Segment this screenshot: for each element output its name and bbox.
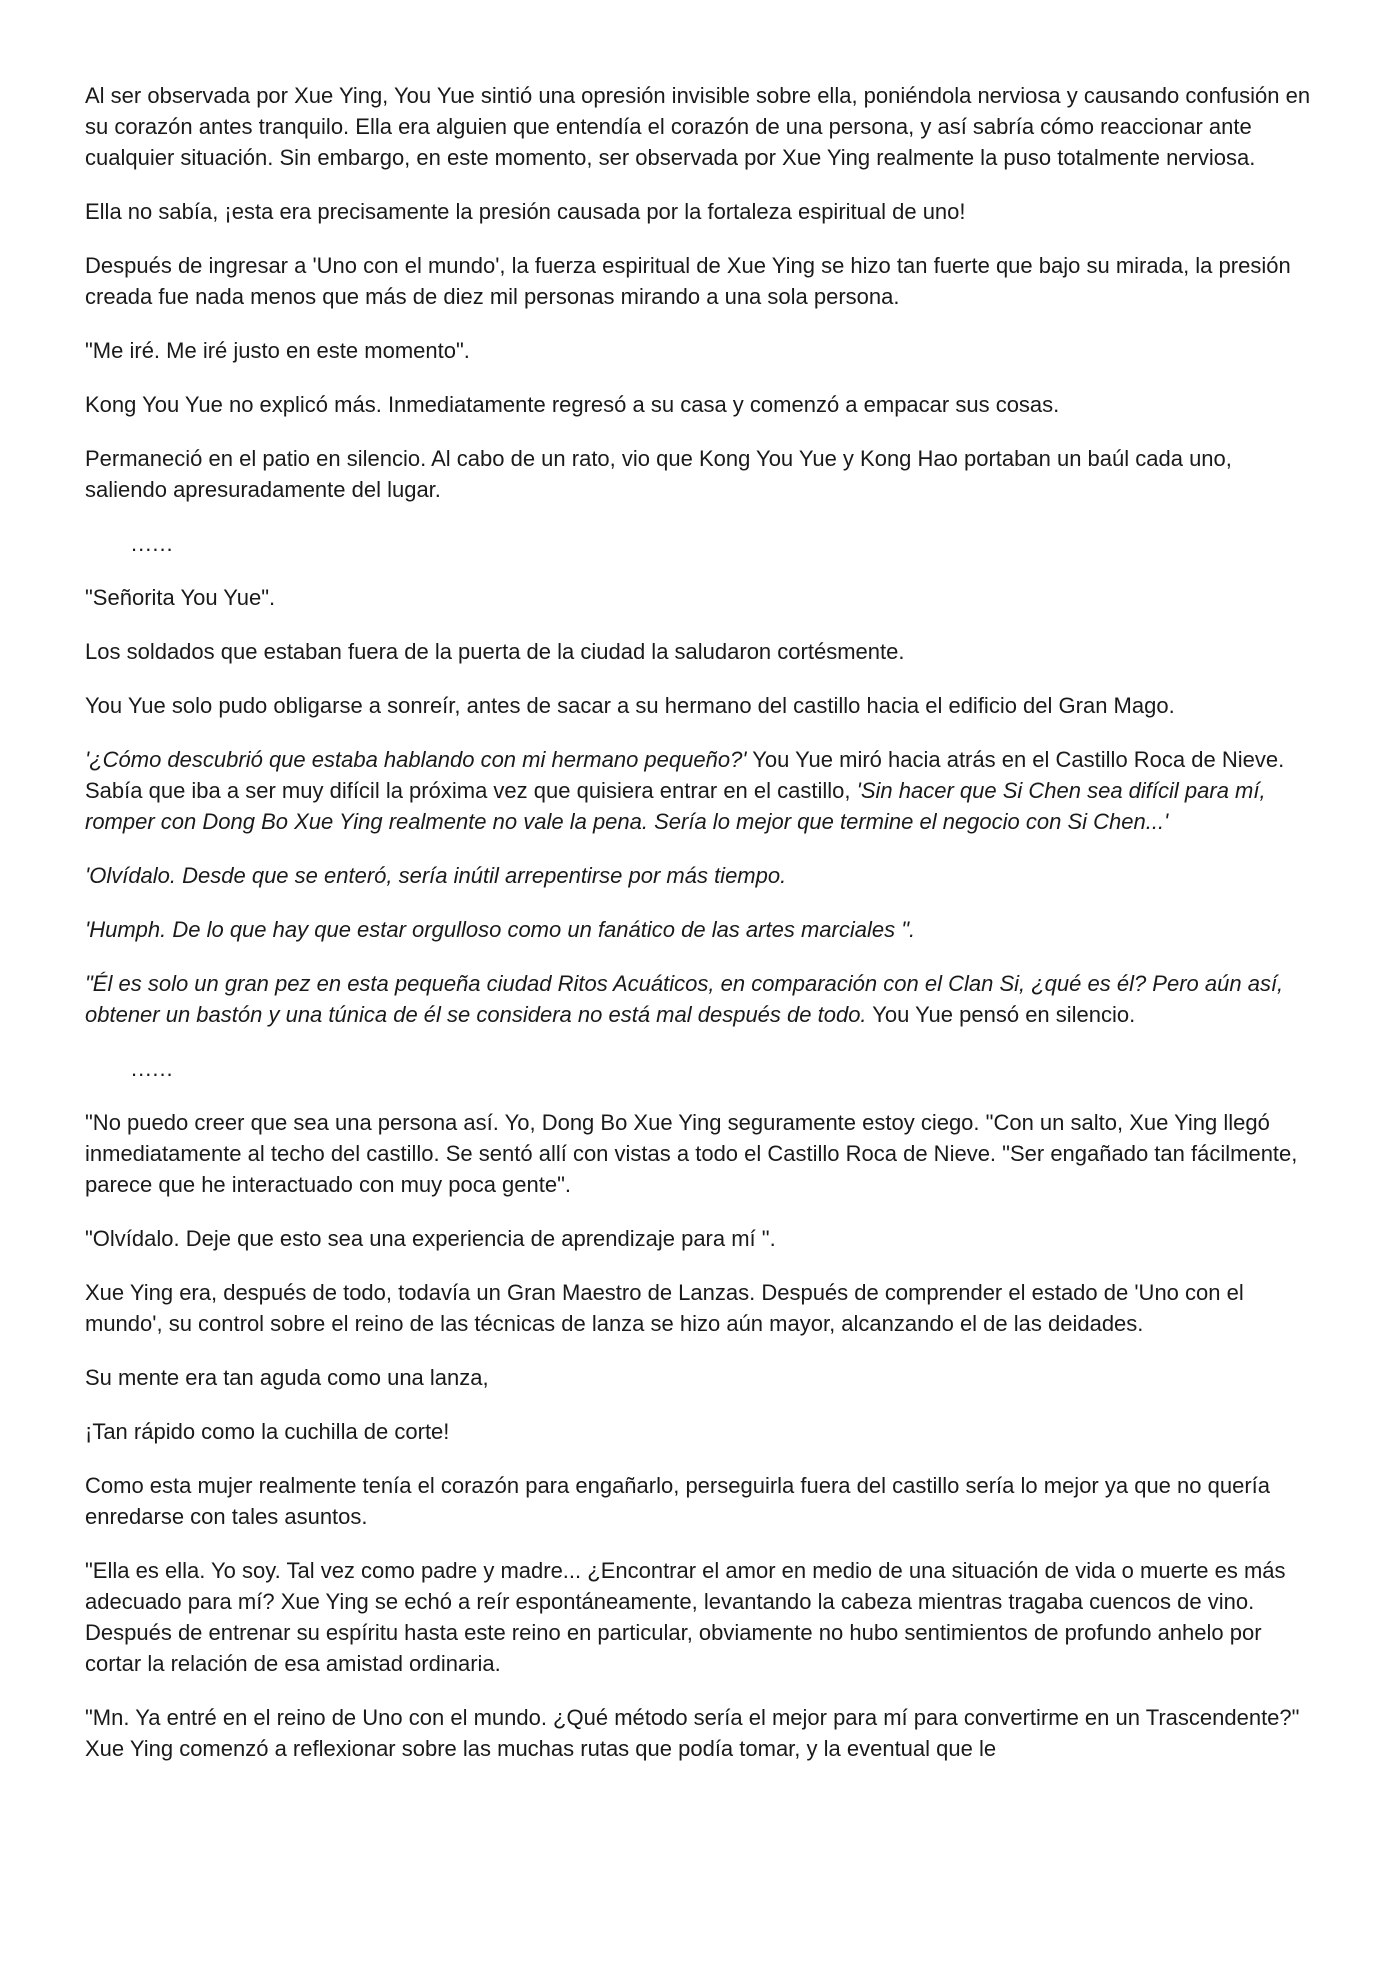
document-page: [85, 80, 1315, 1787]
paragraph: "Mn. Ya entré en el reino de Uno con el mundo. ¿Qué método sería el mejor para mí para convertirme en un Trascendente?" Xue Ying comenzó a reflexionar sobre las muchas rutas que podía tomar, y la eventual que le: [85, 1705, 1300, 1761]
section-separator: ......: [131, 531, 174, 556]
italic-paragraph: [85, 860, 1315, 891]
paragraph: "Olvídalo. Deje que esto sea una experiencia de aprendizaje para mí ".: [85, 1226, 776, 1251]
plain-text: You Yue pensó en silencio.: [866, 1002, 1136, 1027]
italic-text: "Él es solo un gran pez en esta pequeña ciudad Ritos Acuáticos, en comparación con el Clan Si, ¿qué es él? Pero aún así, obtener un bastón y una túnica de él se considera no está mal después de todo.: [85, 971, 1284, 1027]
paragraph: Ella no sabía, ¡esta era precisamente la presión causada por la fortaleza espiritual de uno!: [85, 199, 966, 224]
italic-text: 'Olvídalo. Desde que se enteró, sería inútil arrepentirse por más tiempo.: [85, 863, 787, 888]
paragraph: Los soldados que estaban fuera de la puerta de la ciudad la saludaron cortésmente.: [85, 639, 905, 664]
mixed-paragraph: [85, 744, 1315, 837]
paragraph: "Ella es ella. Yo soy. Tal vez como padre y madre... ¿Encontrar el amor en medio de una situación de vida o muerte es más adecuado para mí? Xue Ying se echó a reír espontáneamente, levantando la cabeza mientras tragaba cuencos de vino. Después de entrenar su espíritu hasta este reino en particular, obviamente no hubo sentimientos de profundo anhelo por cortar la relación de esa amistad ordinaria.: [85, 1558, 1286, 1676]
paragraph: "No puedo creer que sea una persona así. Yo, Dong Bo Xue Ying seguramente estoy ciego. "Con un salto, Xue Ying llegó inmediatamente al techo del castillo. Se sentó allí con vistas a todo el Castillo Roca de Nieve. "Ser engañado tan fácilmente, parece que he interactuado con muy poca gente".: [85, 1110, 1298, 1197]
paragraph: Su mente era tan aguda como una lanza,: [85, 1365, 489, 1390]
paragraph: "Me iré. Me iré justo en este momento".: [85, 338, 470, 363]
paragraph: Permaneció en el patio en silencio. Al cabo de un rato, vio que Kong You Yue y Kong Hao portaban un baúl cada uno, saliendo apresuradamente del lugar.: [85, 446, 1232, 502]
mixed-paragraph: [85, 968, 1315, 1030]
italic-text: 'Sin hacer que Si Chen sea difícil para mí, romper con Dong Bo Xue Ying realmente no vale la pena. Sería lo mejor que termine el negocio con Si Chen...': [85, 778, 1266, 834]
paragraph: Después de ingresar a 'Uno con el mundo', la fuerza espiritual de Xue Ying se hizo tan fuerte que bajo su mirada, la presión creada fue nada menos que más de diez mil personas mirando a una sola persona.: [85, 253, 1291, 309]
italic-paragraph: [85, 914, 1315, 945]
paragraph: You Yue solo pudo obligarse a sonreír, antes de sacar a su hermano del castillo hacia el edificio del Gran Mago.: [85, 693, 1175, 718]
paragraph: Como esta mujer realmente tenía el corazón para engañarlo, perseguirla fuera del castillo sería lo mejor ya que no quería enredarse con tales asuntos.: [85, 1473, 1270, 1529]
italic-text: 'Humph. De lo que hay que estar orgulloso como un fanático de las artes marciales ".: [85, 917, 916, 942]
paragraph: Kong You Yue no explicó más. Inmediatamente regresó a su casa y comenzó a empacar sus cosas.: [85, 392, 1060, 417]
paragraph: Xue Ying era, después de todo, todavía un Gran Maestro de Lanzas. Después de comprender el estado de 'Uno con el mundo', su control sobre el reino de las técnicas de lanza se hizo aún mayor, alcanzando el de las deidades.: [85, 1280, 1244, 1336]
section-separator: ......: [131, 1056, 174, 1081]
italic-text: '¿Cómo descubrió que estaba hablando con mi hermano pequeño?': [85, 747, 747, 772]
paragraph: "Señorita You Yue".: [85, 585, 276, 610]
plain-text: You Yue miró hacia atrás en el Castillo Roca de Nieve. Sabía que iba a ser muy difícil la próxima vez que quisiera entrar en el castillo,: [85, 747, 1285, 803]
paragraph: Al ser observada por Xue Ying, You Yue sintió una opresión invisible sobre ella, poniéndola nerviosa y causando confusión en su corazón antes tranquilo. Ella era alguien que entendía el corazón de una persona, y así sabría cómo reaccionar ante cualquier situación. Sin embargo, en este momento, ser observada por Xue Ying realmente la puso totalmente nerviosa.: [85, 83, 1311, 170]
paragraph: ¡Tan rápido como la cuchilla de corte!: [85, 1419, 450, 1444]
